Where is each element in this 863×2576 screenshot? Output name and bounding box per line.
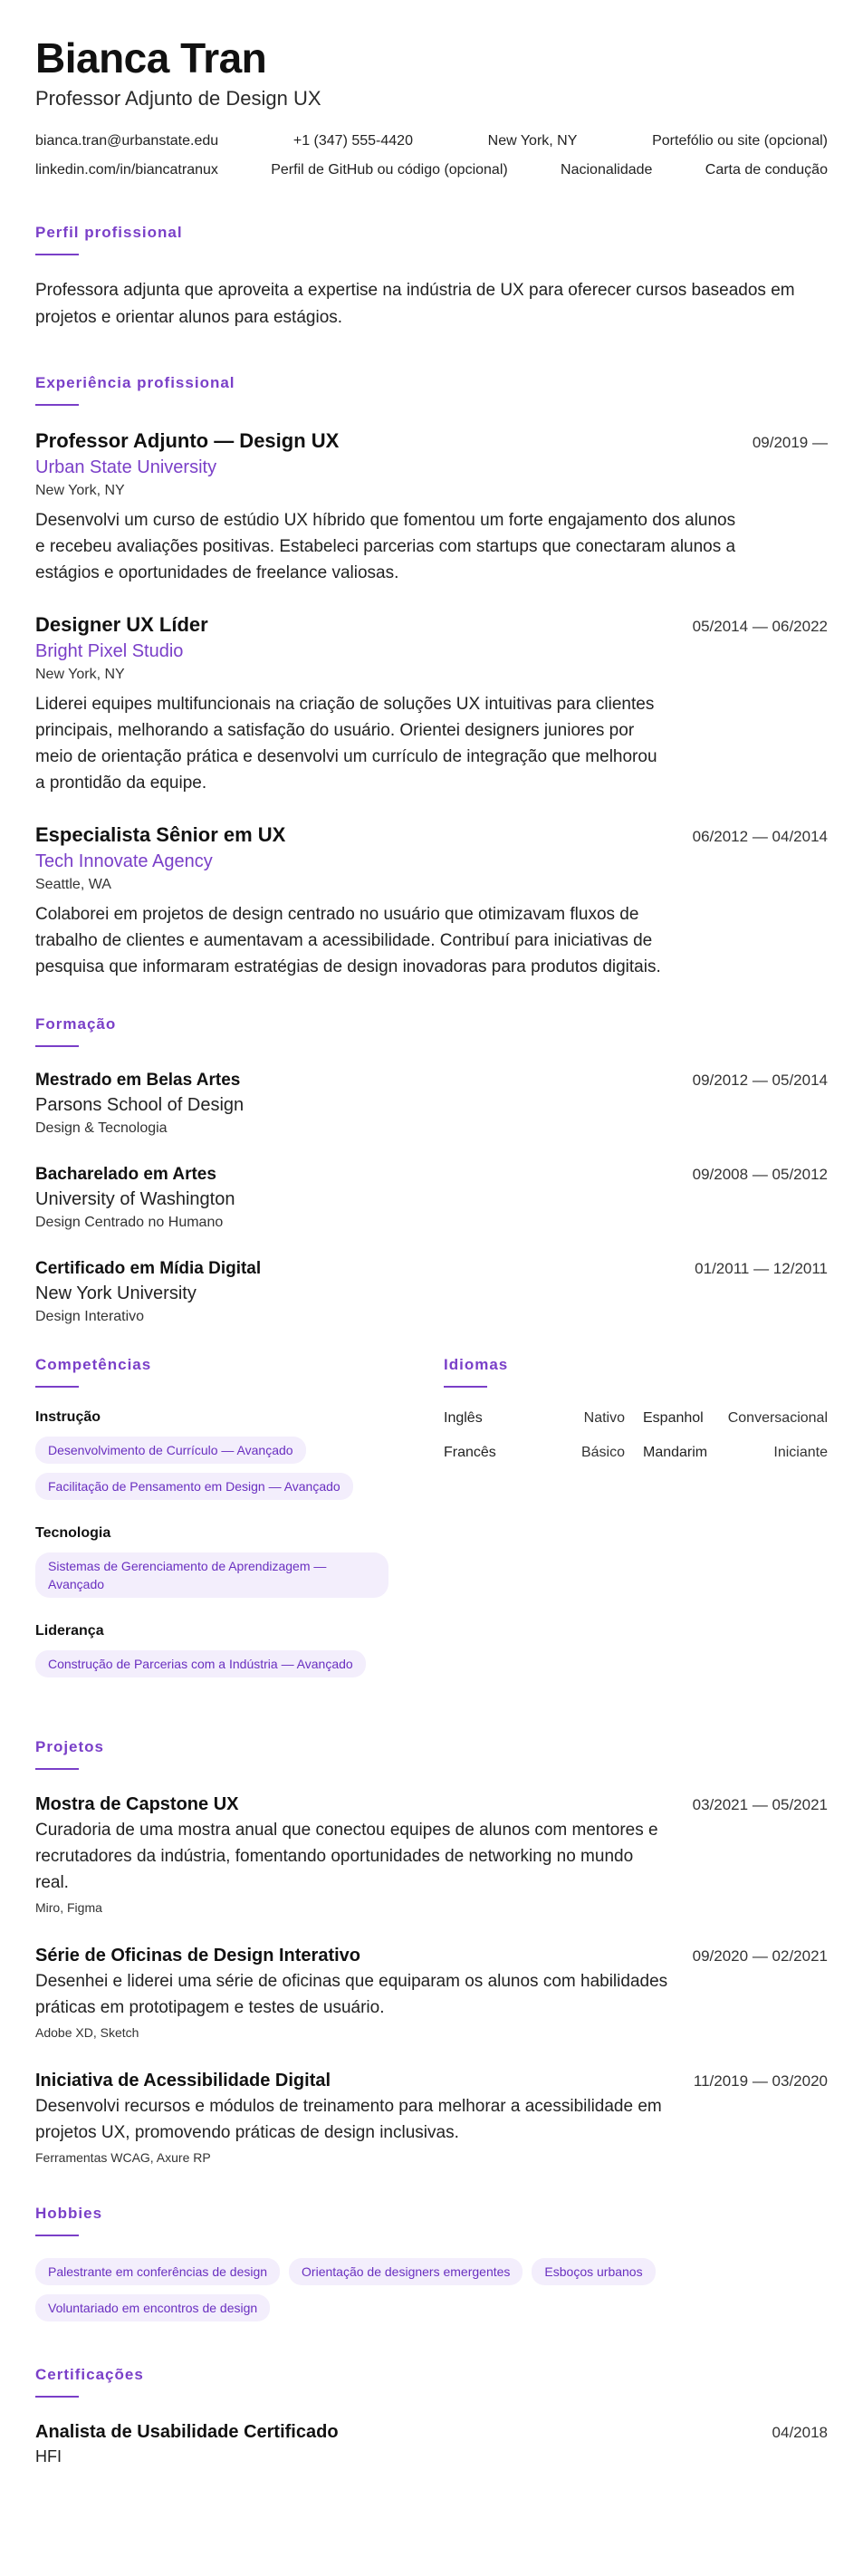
contact-github[interactable]: Perfil de GitHub ou código (opcional) — [271, 162, 508, 178]
section-heading: Experiência profissional — [35, 374, 235, 391]
skill-group — [35, 1621, 416, 1677]
section-heading: Certificações — [35, 2366, 144, 2383]
skills-section — [35, 1355, 416, 1701]
degree-name: Certificado em Mídia Digital — [35, 1259, 262, 1278]
hobby-chip: Esboços urbanos — [532, 2258, 655, 2285]
job-dates: 09/2019 — — [752, 434, 828, 451]
education-entry — [35, 1163, 828, 1234]
job-description: Colaborei em projetos de design centrado no usuário que otimizavam fluxos de trabalho de clientes e aumentavam a acessibilidade. Contribuí para iniciativas de pesquisa que informaram estratégias de design inovadoras para produtos digitais. — [35, 905, 661, 976]
section-heading: Hobbies — [35, 2205, 103, 2222]
language-level: Nativo — [583, 1410, 625, 1426]
hobby-chip: Palestrante em conferências de design — [35, 2258, 280, 2285]
skill-chip: Sistemas de Gerenciamento de Aprendizagem — Avançado — [35, 1552, 388, 1598]
language-row — [444, 1408, 828, 1429]
language-level: Iniciante — [773, 1445, 828, 1460]
section-heading: Competências — [35, 1356, 152, 1373]
hobby-chip: Voluntariado em encontros de design — [35, 2294, 270, 2321]
job-location: Seattle, WA — [35, 877, 111, 892]
job-dates: 05/2014 — 06/2022 — [692, 618, 828, 635]
job-company: Bright Pixel Studio — [35, 641, 184, 661]
job-company: Urban State University — [35, 457, 217, 477]
degree-dates: 01/2011 — 12/2011 — [695, 1260, 828, 1277]
job-location: New York, NY — [35, 483, 125, 498]
certification-name: Analista de Usabilidade Certificado — [35, 2422, 339, 2442]
section-heading: Projetos — [35, 1738, 105, 1755]
study-field: Design Interativo — [35, 1309, 145, 1324]
job-description: Desenvolvi um curso de estúdio UX híbrido que fomentou um forte engajamento dos alunos e recebeu avaliações positivas. Estabeleci parcerias com startups que conectaram alunos a estágios e oportunidades de freelance valiosas. — [35, 511, 736, 582]
project-tools: Ferramentas WCAG, Axure RP — [35, 2150, 211, 2165]
section-heading: Perfil profissional — [35, 224, 183, 241]
section-heading: Formação — [35, 1015, 117, 1033]
candidate-name: Bianca Tran — [35, 34, 267, 82]
project-description: Curadoria de uma mostra anual que conectou equipes de alunos com mentores e recrutadores da indústria, fomentando oportunidades de networking no mundo real. — [35, 1821, 658, 1892]
certifications-section — [35, 2365, 828, 2468]
skill-chip: Desenvolvimento de Currículo — Avançado — [35, 1437, 306, 1464]
section-divider — [35, 1386, 79, 1388]
skill-group — [35, 1408, 416, 1500]
project-name: Mostra de Capstone UX — [35, 1794, 239, 1814]
degree-name: Mestrado em Belas Artes — [35, 1071, 241, 1090]
certification-date: 04/2018 — [772, 2424, 828, 2441]
language-level: Básico — [580, 1445, 625, 1460]
experience-entry — [35, 428, 828, 586]
job-dates: 06/2012 — 04/2014 — [692, 828, 828, 845]
section-divider — [35, 1768, 79, 1770]
candidate-title: Professor Adjunto de Design UX — [35, 87, 321, 110]
certification-issuer: HFI — [35, 2447, 62, 2465]
resume-header — [35, 33, 828, 181]
contact-nationality: Nacionalidade — [561, 162, 653, 178]
job-role: Especialista Sênior em UX — [35, 823, 286, 846]
experience-entry — [35, 611, 828, 796]
project-name: Iniciativa de Acessibilidade Digital — [35, 2071, 331, 2091]
contact-linkedin[interactable]: linkedin.com/in/biancatranux — [35, 162, 218, 178]
project-tools: Miro, Figma — [35, 1900, 102, 1915]
projects-section — [35, 1737, 828, 2167]
language-name: Mandarim — [643, 1445, 708, 1460]
education-entry — [35, 1069, 828, 1139]
skill-chip: Facilitação de Pensamento em Design — Avançado — [35, 1473, 353, 1500]
section-divider — [35, 2396, 79, 2398]
certification-entry — [35, 2419, 828, 2468]
contact-driving-license: Carta de condução — [705, 162, 828, 178]
hobby-chip: Orientação de designers emergentes — [289, 2258, 523, 2285]
job-role: Professor Adjunto — Design UX — [35, 429, 340, 452]
contact-phone[interactable]: +1 (347) 555-4420 — [292, 133, 413, 149]
language-item — [444, 1442, 625, 1464]
experience-section — [35, 373, 828, 980]
degree-name: Bacharelado em Artes — [35, 1165, 216, 1184]
school-name: New York University — [35, 1283, 197, 1303]
contact-portfolio[interactable]: Portefólio ou site (opcional) — [652, 133, 828, 149]
section-divider — [35, 254, 79, 255]
language-name: Inglês — [444, 1410, 483, 1426]
project-description: Desenvolvi recursos e módulos de treinamento para melhorar a acessibilidade em projetos UX, promovendo práticas de design inclusivas. — [35, 2097, 662, 2142]
project-name: Série de Oficinas de Design Interativo — [35, 1946, 361, 1966]
section-divider — [35, 1045, 79, 1047]
language-item — [643, 1408, 828, 1429]
language-name: Espanhol — [643, 1410, 704, 1426]
contact-row-1 — [35, 130, 828, 152]
language-item — [444, 1408, 625, 1429]
job-description: Liderei equipes multifuncionais na criação de soluções UX intuitivas para clientes principais, melhorando a satisfação do usuário. Orientei designers juniores por meio de orientação prática e desenvolvi um currículo de integração que melhorou a prontidão da equipe. — [35, 695, 657, 793]
degree-dates: 09/2012 — 05/2014 — [692, 1072, 828, 1089]
study-field: Design & Tecnologia — [35, 1120, 168, 1136]
section-heading: Idiomas — [444, 1356, 509, 1373]
project-tools: Adobe XD, Sketch — [35, 2025, 139, 2040]
education-entry — [35, 1257, 828, 1328]
language-name: Francês — [444, 1445, 496, 1460]
contact-row-2 — [35, 159, 828, 181]
language-level: Conversacional — [727, 1410, 828, 1426]
skill-category: Liderança — [35, 1623, 104, 1639]
project-dates: 09/2020 — 02/2021 — [692, 1947, 828, 1965]
languages-section — [444, 1355, 828, 1701]
study-field: Design Centrado no Humano — [35, 1215, 224, 1230]
section-divider — [444, 1386, 487, 1388]
education-section — [35, 1014, 828, 1328]
experience-entry — [35, 822, 828, 980]
section-divider — [35, 2235, 79, 2236]
hobbies-section — [35, 2204, 828, 2321]
project-description: Desenhei e liderei uma série de oficinas que equiparam os alunos com habilidades práticas em prototipagem e testes de usuário. — [35, 1972, 668, 2017]
profile-section — [35, 223, 828, 332]
language-item — [643, 1442, 828, 1464]
job-role: Designer UX Líder — [35, 613, 208, 636]
job-company: Tech Innovate Agency — [35, 851, 213, 871]
school-name: University of Washington — [35, 1189, 235, 1209]
school-name: Parsons School of Design — [35, 1095, 245, 1115]
profile-summary: Professora adjunta que aproveita a expertise na indústria de UX para oferecer cursos baseados em projetos e orientar alunos para estágios. — [35, 281, 795, 327]
section-divider — [35, 404, 79, 406]
skill-chip: Construção de Parcerias com a Indústria — Avançado — [35, 1650, 366, 1677]
language-row — [444, 1442, 828, 1464]
project-entry — [35, 2068, 828, 2167]
project-entry — [35, 1943, 828, 2043]
project-dates: 03/2021 — 05/2021 — [692, 1796, 828, 1813]
skills-languages-row — [35, 1355, 828, 1701]
project-entry — [35, 1792, 828, 1918]
contact-email[interactable]: bianca.tran@urbanstate.edu — [35, 133, 219, 149]
degree-dates: 09/2008 — 05/2012 — [692, 1166, 828, 1183]
skill-category: Tecnologia — [35, 1525, 111, 1541]
skill-category: Instrução — [35, 1409, 101, 1425]
contact-location: New York, NY — [487, 133, 578, 149]
job-location: New York, NY — [35, 667, 125, 682]
project-dates: 11/2019 — 03/2020 — [693, 2072, 828, 2090]
skill-group — [35, 1523, 416, 1598]
